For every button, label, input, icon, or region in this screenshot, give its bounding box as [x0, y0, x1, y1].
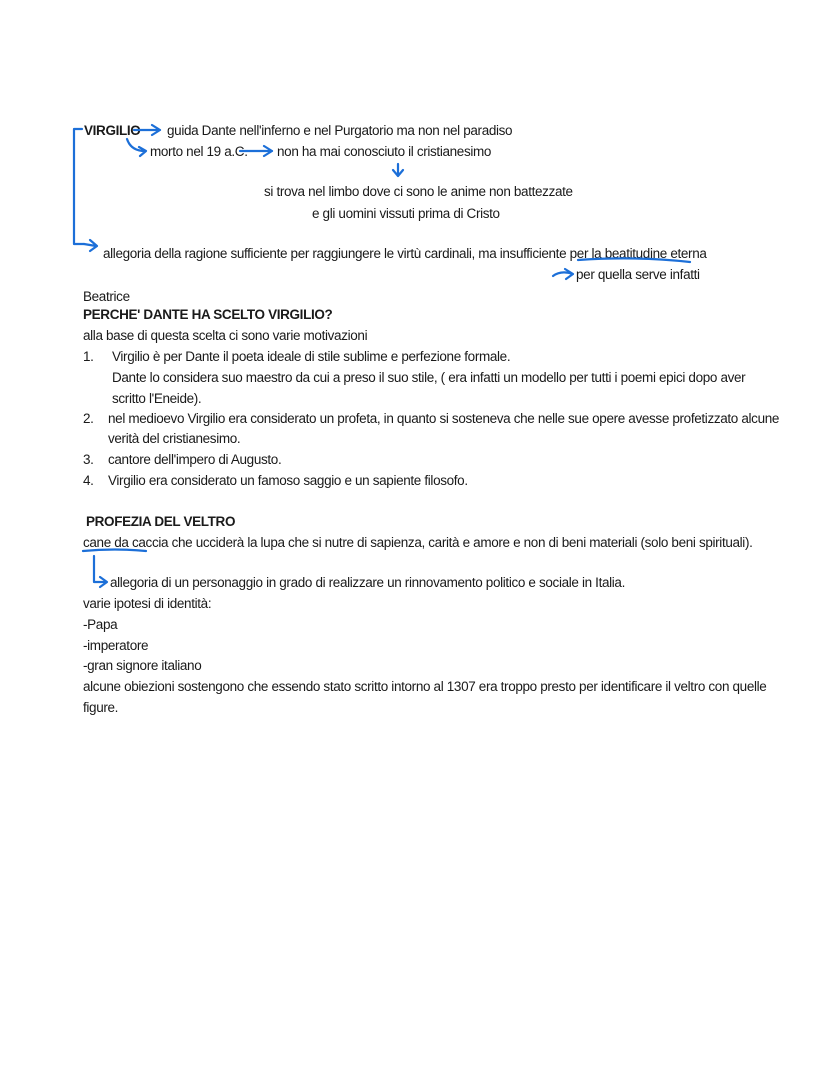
virgilio-christianity-text: non ha mai conosciuto il cristianesimo — [277, 144, 492, 159]
list-item-line: nel medioevo Virgilio era considerato un profeta, in quanto si sosteneva che nelle sue opere avesse profetizzato alcune — [108, 411, 780, 426]
beatrice-text: Beatrice — [83, 289, 130, 304]
down-arrow-icon — [393, 164, 403, 176]
list-item-line: Virgilio è per Dante il poeta ideale di stile sublime e perfezione formale. — [112, 349, 511, 364]
hypotheses-intro: varie ipotesi di identità: — [83, 596, 212, 611]
list-item-line: verità del cristianesimo. — [108, 431, 241, 446]
veltro-def-rest: che ucciderà la lupa che si nutre di sapienza, carità e amore e non di beni materiali (solo beni spirituali). — [168, 535, 753, 550]
veltro-allegory-text: allegoria di un personaggio in grado di realizzare un rinnovamento politico e sociale in Italia. — [110, 575, 625, 590]
hypothesis-item: -imperatore — [83, 638, 149, 653]
arrow-icon — [553, 269, 573, 279]
virgilio-allegory-text — [103, 245, 707, 262]
list-item-line: cantore dell'impero di Augusto. — [108, 452, 282, 467]
veltro-def-underlined: cane da caccia — [83, 535, 169, 550]
arrow-icon — [127, 139, 146, 156]
list-item-line: scritto l'Eneide). — [112, 391, 202, 406]
arrow-icon — [94, 556, 107, 587]
arrow-icon — [84, 240, 97, 251]
objection-line: figure. — [83, 700, 119, 715]
hypothesis-item: -gran signore italiano — [83, 658, 202, 673]
list-item-line: Dante lo considera suo maestro da cui a preso il suo stile, ( era infatti un modello per tutti i poemi epici dopo aver — [112, 370, 746, 385]
limbo-text-line2: e gli uomini vissuti prima di Cristo — [312, 206, 500, 221]
bracket-line — [74, 129, 84, 244]
list-number: 1. — [83, 349, 94, 364]
list-number: 3. — [83, 452, 94, 467]
veltro-definition — [83, 534, 753, 551]
allegory-text-underlined: la beatitudine eterna — [591, 246, 707, 261]
list-number: 4. — [83, 473, 94, 488]
hypothesis-item: -Papa — [83, 617, 118, 632]
list-number: 2. — [83, 411, 94, 426]
virgilio-died-text: morto nel 19 a.C. — [150, 144, 248, 159]
limbo-text-line1: si trova nel limbo dove ci sono le anime non battezzate — [264, 184, 573, 199]
virgilio-label: VIRGILIO — [84, 123, 141, 138]
why-heading: PERCHE' DANTE HA SCELTO VIRGILIO? — [83, 307, 333, 322]
needs-text: per quella serve infatti — [576, 267, 700, 282]
objection-line: alcune obiezioni sostengono che essendo stato scritto intorno al 1307 era troppo presto per identificare il veltro con quelle — [83, 679, 767, 694]
veltro-heading: PROFEZIA DEL VELTRO — [86, 514, 236, 529]
list-item-line: Virgilio era considerato un famoso saggio e un sapiente filosofo. — [108, 473, 468, 488]
virgilio-guide-text: guida Dante nell'inferno e nel Purgatorio ma non nel paradiso — [167, 123, 513, 138]
why-intro: alla base di questa scelta ci sono varie motivazioni — [83, 328, 368, 343]
allegory-text-main: allegoria della ragione sufficiente per raggiungere le virtù cardinali, ma insufficiente per — [103, 246, 592, 261]
